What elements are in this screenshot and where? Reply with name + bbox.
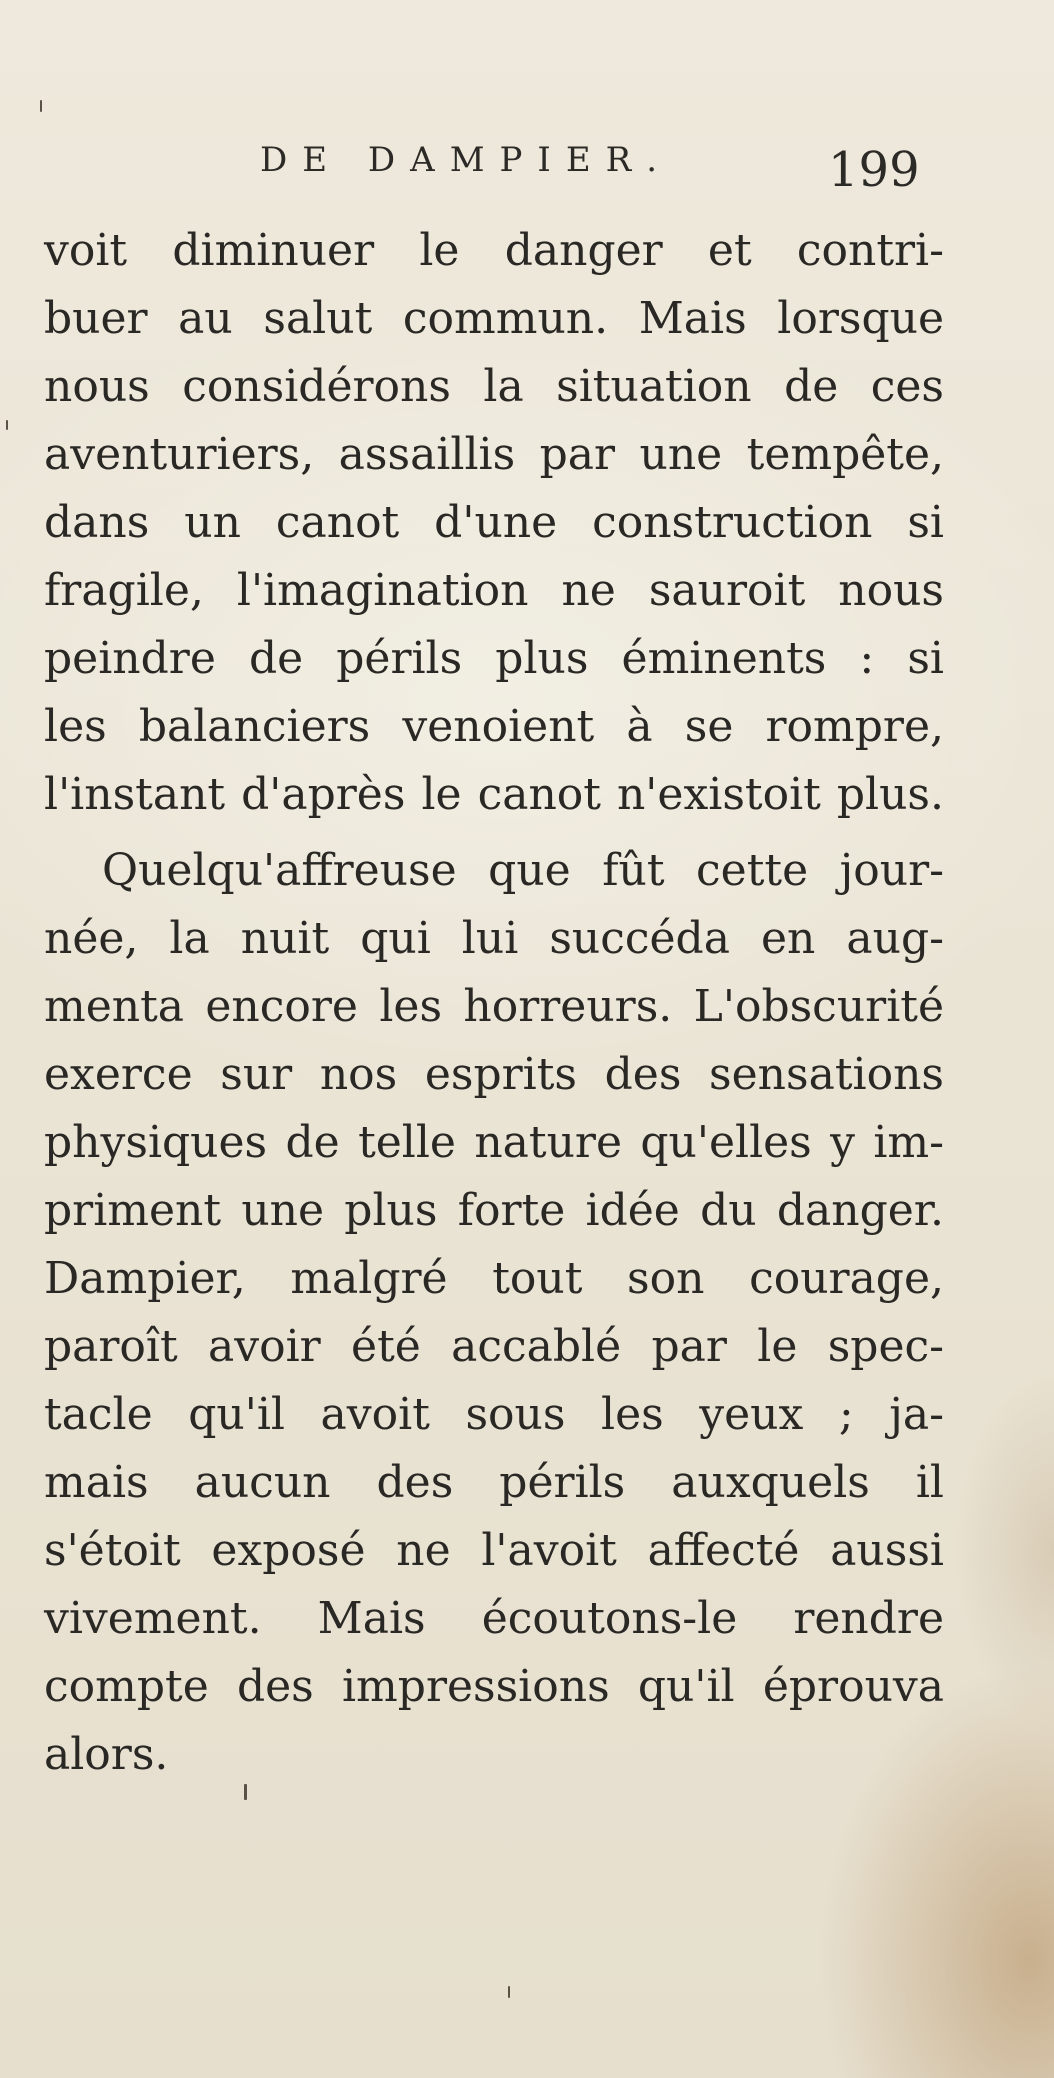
ink-speck — [40, 100, 42, 112]
text-line: buer au salut commun. Mais lorsque — [44, 293, 944, 344]
text-line: mais aucun des périls auxquels il — [44, 1457, 944, 1508]
text-line: née, la nuit qui lui succéda en aug- — [44, 913, 944, 964]
text-line: physiques de telle nature qu'elles y im- — [44, 1117, 944, 1168]
ink-speck — [244, 1784, 247, 1800]
text-line: alors. — [44, 1729, 169, 1780]
ink-speck — [508, 1986, 510, 1998]
text-line: tacle qu'il avoit sous les yeux ; ja- — [44, 1389, 944, 1440]
text-line: fragile, l'imagination ne sauroit nous — [44, 565, 944, 616]
text-line: peindre de périls plus éminents : si — [44, 633, 944, 684]
ink-speck — [6, 420, 8, 430]
text-line: exerce sur nos esprits des sensations — [44, 1049, 944, 1100]
paragraph-first-line: Quelqu'affreuse que fût cette jour- — [102, 845, 944, 896]
text-line: priment une plus forte idée du danger. — [44, 1185, 944, 1236]
text-line: paroît avoir été accablé par le spec- — [44, 1321, 944, 1372]
text-line: dans un canot d'une construction si — [44, 497, 944, 548]
text-line: menta encore les horreurs. L'obscurité — [44, 981, 944, 1032]
text-line: s'étoit exposé ne l'avoit affecté aussi — [44, 1525, 944, 1576]
text-line: aventuriers, assaillis par une tempête, — [44, 429, 944, 480]
text-line: les balanciers venoient à se rompre, — [44, 701, 944, 752]
text-line: vivement. Mais écoutons-le rendre — [44, 1593, 944, 1644]
text-line: Dampier, malgré tout son courage, — [44, 1253, 944, 1304]
running-head: DE DAMPIER. — [260, 140, 673, 180]
text-line: l'instant d'après le canot n'existoit plus. — [44, 769, 944, 820]
page-number: 199 — [828, 142, 920, 198]
text-line: nous considérons la situation de ces — [44, 361, 944, 412]
text-line: compte des impressions qu'il éprouva — [44, 1661, 944, 1712]
text-line: voit diminuer le danger et contri- — [44, 225, 944, 276]
